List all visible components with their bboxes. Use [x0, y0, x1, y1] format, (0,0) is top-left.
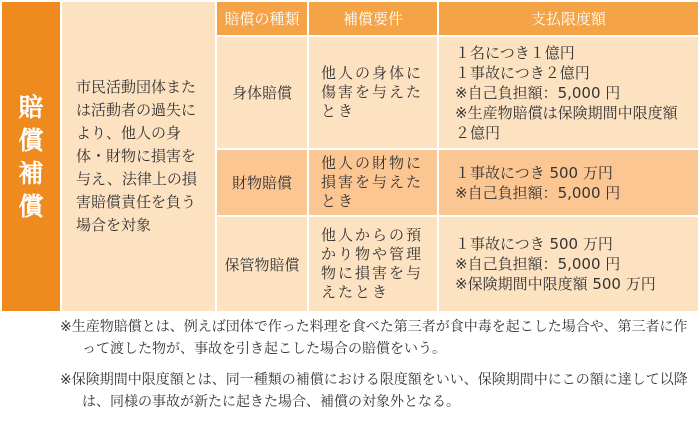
limit-line: ※保険期間中限度額 500 万円 [455, 275, 656, 293]
compensation-requirement: 他人からの預かり物や管理物に損害を与えたとき [308, 216, 438, 312]
header-type: 賠償の種類 [216, 1, 308, 36]
limit-line: ※生産物賠償は保険期間中限度額２億円 [455, 103, 678, 142]
compensation-type: 身体賠償 [216, 36, 308, 149]
limit-line: １名につき１億円 [455, 43, 575, 62]
payment-limit [438, 36, 699, 149]
section-label-char: 償 [18, 191, 44, 221]
limit-line: ※自己負担額：5,000 円 [455, 183, 621, 202]
compensation-type: 保管物賠償 [216, 216, 308, 312]
limit-line: １事故につき 500 万円 [455, 235, 613, 253]
coverage-description: 市民活動団体または活動者の過失により、他人の身体・財物に損害を与え、法律上の損害賠償責任を負う場合を対象 [61, 1, 216, 312]
payment-limit [438, 216, 699, 312]
footnote: ※保険期間中限度額とは、同一種類の補償における限度額をいい、保険期間中にこの額に達して以降は、同様の事故が新たに起きた場合、補償の対象外となる。 [60, 372, 688, 410]
compensation-requirement: 他人の財物に損害を与えたとき [308, 149, 438, 216]
compensation-requirement: 他人の身体に傷害を与えたとき [308, 36, 438, 149]
section-label [1, 1, 61, 312]
header-limit: 支払限度額 [438, 1, 699, 36]
limit-line: １事故につき２億円 [455, 63, 590, 82]
limit-line: ※自己負担額：5,000 円 [455, 255, 621, 273]
compensation-type: 財物賠償 [216, 149, 308, 216]
payment-limit [438, 149, 699, 216]
header-requirement: 補償要件 [308, 1, 438, 36]
limit-line: ※自己負担額：5,000 円 [455, 83, 621, 102]
section-label-char: 賠 [18, 92, 44, 122]
section-label-char: 補 [18, 158, 44, 188]
table-header-row [1, 1, 699, 36]
section-label-char: 償 [18, 125, 44, 155]
footnote: ※生産物賠償とは、例えば団体で作った料理を食べた第三者が食中毒を起こした場合や、第三者に作って渡した物が、事故を引き起こした場合の賠償をいう。 [60, 319, 688, 357]
limit-line: １事故につき 500 万円 [455, 163, 613, 182]
footnotes [60, 316, 690, 422]
